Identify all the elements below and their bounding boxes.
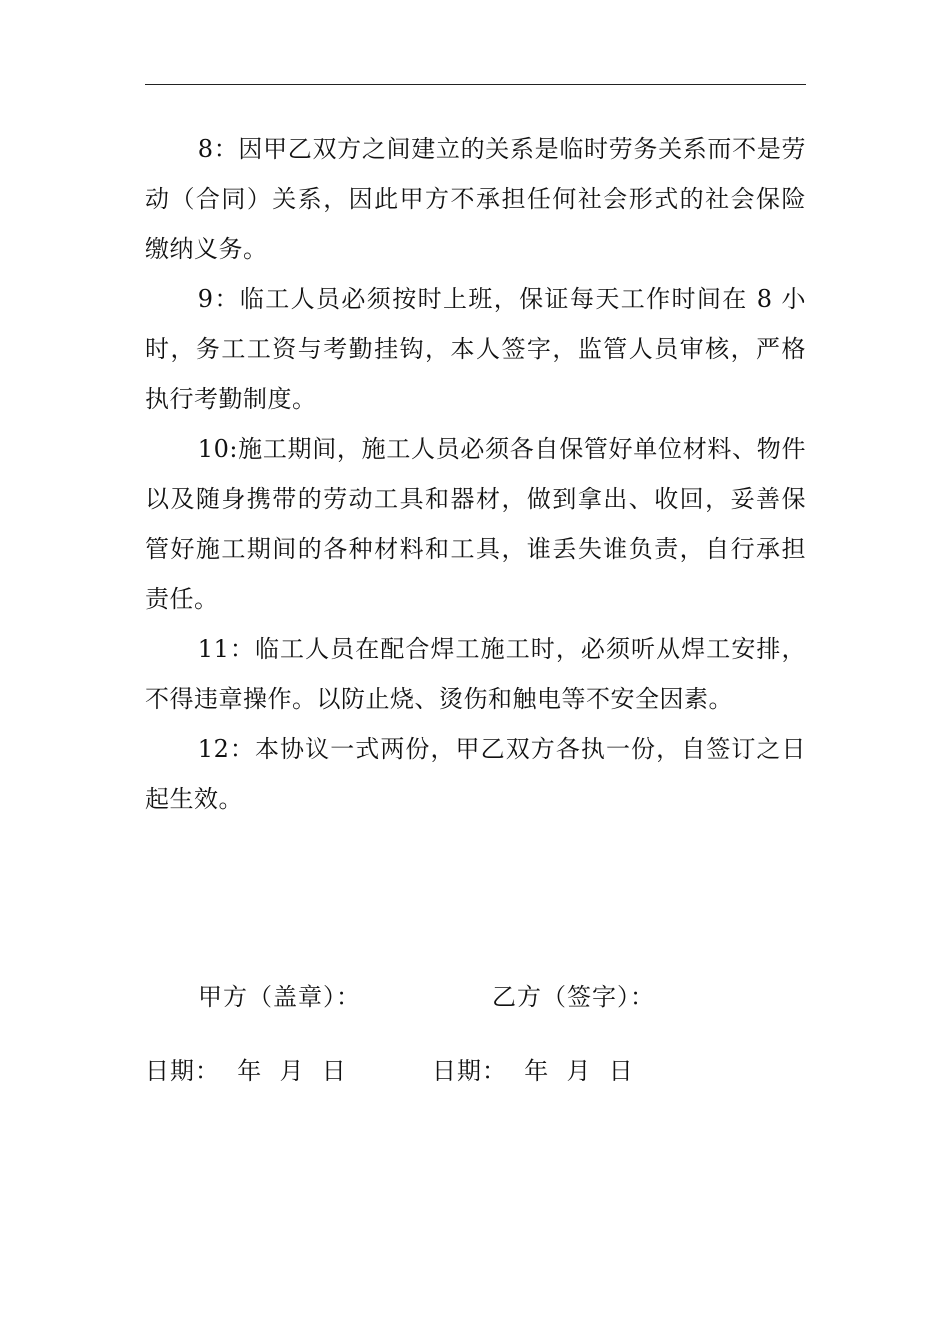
header-divider [145, 84, 806, 85]
clause-10: 10:施工期间，施工人员必须各自保管好单位材料、物件以及随身携带的劳动工具和器材，做到拿出、收回，妥善保管好施工期间的各种材料和工具，谁丢失谁负责，自行承担责任。 [145, 435, 806, 613]
clause-11: 11：临工人员在配合焊工施工时，必须听从焊工安排，不得违章操作。以防止烧、烫伤和触电等不安全因素。 [145, 635, 806, 713]
clause-12: 12：本协议一式两份，甲乙双方各执一份，自签订之日起生效。 [145, 735, 806, 813]
party-a-date: 日期： 年 月 日 [145, 1057, 347, 1085]
clause-8: 8：因甲乙双方之间建立的关系是临时劳务关系而不是劳动（合同）关系，因此甲方不承担任何社会形式的社会保险缴纳义务。 [145, 135, 806, 263]
party-b-sign-label: 乙方（签字）： [492, 983, 655, 1011]
party-a-seal-label: 甲方（盖章）： [198, 983, 361, 1011]
clause-9: 9：临工人员必须按时上班，保证每天工作时间在 8 小时，务工工资与考勤挂钩，本人签字，监管人员审核，严格执行考勤制度。 [145, 285, 806, 413]
agreement-clauses [145, 124, 806, 824]
party-b-date: 日期： 年 月 日 [432, 1057, 634, 1085]
